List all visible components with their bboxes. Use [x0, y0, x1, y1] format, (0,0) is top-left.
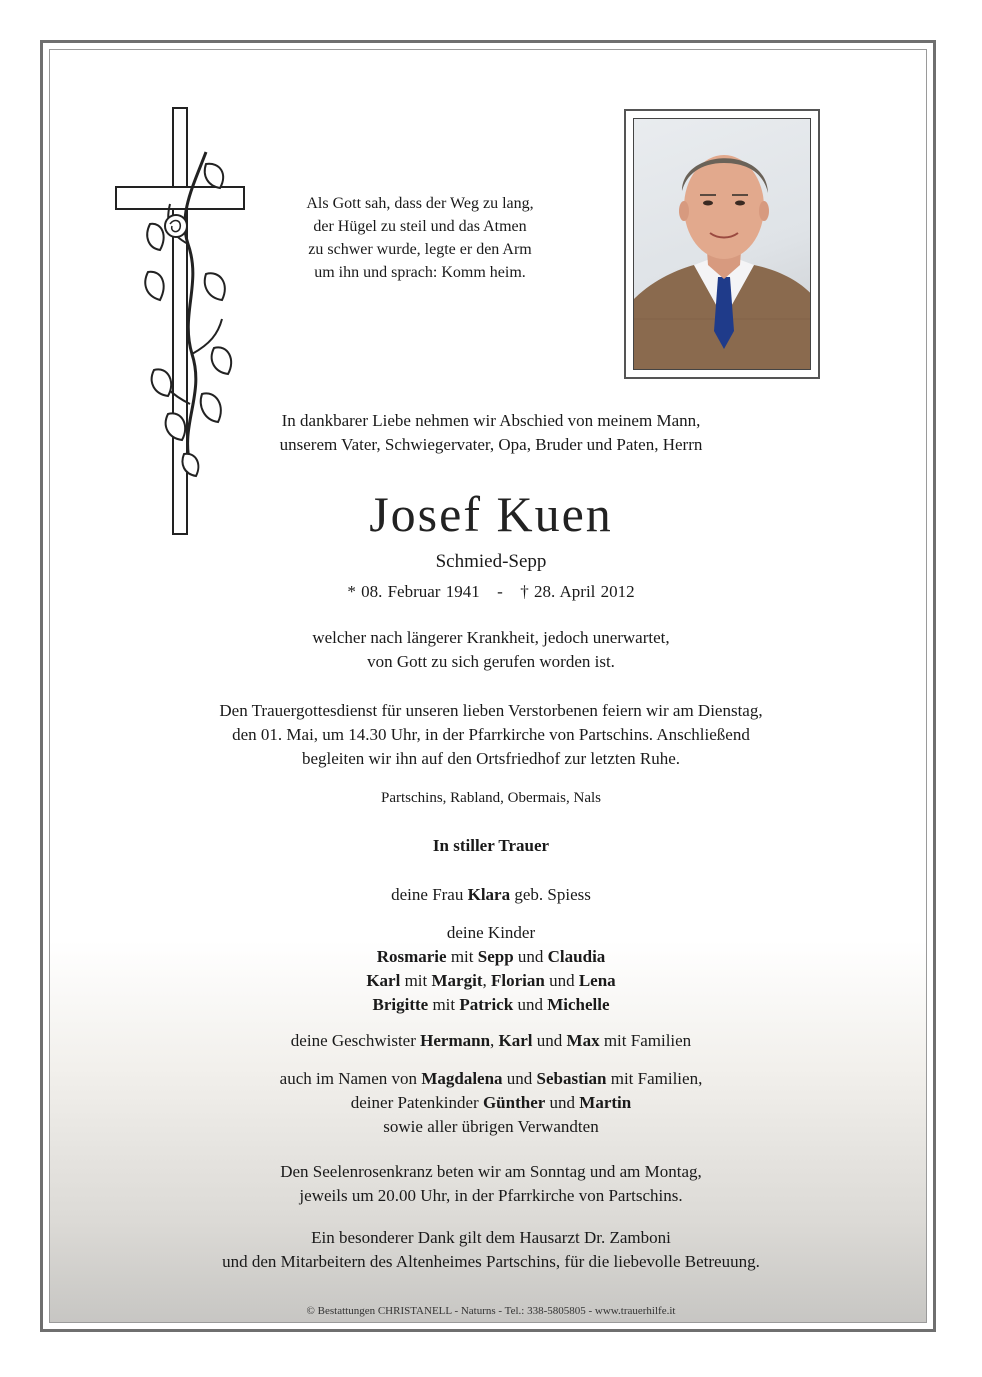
wife-suffix: geb. Spiess [514, 885, 591, 904]
connector-word: mit [450, 947, 474, 966]
also-prefix: auch im Namen von [279, 1069, 418, 1088]
connector-word: mit [404, 971, 428, 990]
connector-word: und [549, 1093, 576, 1112]
verse-line: Als Gott sah, dass der Weg zu lang, [306, 195, 534, 212]
rosary-line: jeweils um 20.00 Uhr, in der Pfarrkirche von Partschins. [299, 1186, 683, 1205]
service-info [60, 699, 922, 771]
partner-name: Margit [431, 971, 483, 990]
thanks-line: Ein besonderer Dank gilt dem Hausarzt Dr. Zamboni [311, 1228, 671, 1247]
connector-word: und [517, 947, 544, 966]
service-line: Den Trauergottesdienst für unseren lieben Verstorbenen feiern wir am Dienstag, [219, 701, 763, 720]
wife-name: Klara [467, 885, 511, 904]
verse [300, 192, 540, 284]
comma: , [482, 971, 487, 990]
sibling-name: Hermann [420, 1031, 491, 1050]
death-note-line: von Gott zu sich gerufen worden ist. [367, 652, 615, 671]
children-block [60, 921, 922, 1017]
sibling-name: Karl [498, 1031, 533, 1050]
siblings-line [60, 1029, 922, 1053]
grandchild-name: Lena [578, 971, 616, 990]
places: Partschins, Rabland, Obermais, Nals [381, 790, 601, 806]
death-note-line: welcher nach längerer Krankheit, jedoch unerwartet, [312, 628, 670, 647]
portrait-illustration [634, 119, 811, 370]
godchild-name: Günther [482, 1093, 546, 1112]
relative-name: Magdalena [421, 1069, 503, 1088]
also-suffix: mit Familien, [610, 1069, 703, 1088]
also-block [60, 1067, 922, 1139]
children-row [60, 945, 922, 969]
child-name: Karl [366, 971, 401, 990]
connector-word: und [517, 995, 543, 1014]
wife-line [60, 883, 922, 907]
also-line [60, 1091, 922, 1115]
also-line: sowie aller übrigen Verwandten [383, 1117, 599, 1136]
portrait-frame [624, 109, 820, 379]
death-note [60, 626, 922, 674]
children-row [60, 993, 922, 1017]
godchild-name: Martin [579, 1093, 632, 1112]
birth-date: * 08. Februar 1941 [347, 582, 480, 601]
rosary-line: Den Seelenrosenkranz beten wir am Sonntag und am Montag, [280, 1162, 702, 1181]
verse-line: zu schwer wurde, legte er den Arm [308, 241, 532, 258]
connector-word: mit [432, 995, 456, 1014]
grandchild-name: Florian [490, 971, 545, 990]
deceased-nickname: Schmied-Sepp [435, 551, 547, 572]
intro [60, 409, 922, 457]
life-dates [60, 582, 922, 602]
cross-with-rose-icon [110, 104, 250, 540]
also-line [60, 1067, 922, 1091]
deceased-name: Josef Kuen [369, 486, 613, 542]
connector-word: und [536, 1031, 563, 1050]
siblings-prefix: deine Geschwister [290, 1031, 416, 1050]
comma: , [490, 1031, 495, 1050]
service-line: den 01. Mai, um 14.30 Uhr, in der Pfarrkirche von Partschins. Anschließend [232, 725, 750, 744]
children-heading: deine Kinder [446, 923, 536, 942]
intro-line: In dankbarer Liebe nehmen wir Abschied von meinem Mann, [281, 411, 701, 430]
connector-word: und [549, 971, 575, 990]
partner-name: Patrick [459, 995, 514, 1014]
sibling-name: Max [566, 1031, 600, 1050]
rosary-info [60, 1160, 922, 1208]
dates-separator: - [497, 582, 503, 601]
connector-word: und [506, 1069, 533, 1088]
death-date: † 28. April 2012 [520, 582, 635, 601]
grandchild-name: Michelle [547, 995, 610, 1014]
service-line: begleiten wir ihn auf den Ortsfriedhof zur letzten Ruhe. [301, 749, 681, 768]
partner-name: Sepp [477, 947, 514, 966]
thanks-line: und den Mitarbeitern des Altenheimes Partschins, für die liebevolle Betreuung. [222, 1252, 760, 1271]
relative-name: Sebastian [536, 1069, 607, 1088]
footer-credit: © Bestattungen CHRISTANELL - Naturns - Tel.: 338-5805805 - www.trauerhilfe.it [306, 1305, 676, 1317]
child-name: Rosmarie [376, 947, 447, 966]
grandchild-name: Claudia [547, 947, 606, 966]
intro-line: unserem Vater, Schwiegervater, Opa, Bruder und Paten, Herrn [279, 435, 703, 454]
godchildren-prefix: deiner Patenkinder [350, 1093, 479, 1112]
children-row [60, 969, 922, 993]
mourning-heading: In stiller Trauer [432, 836, 550, 855]
wife-prefix: deine Frau [391, 885, 464, 904]
child-name: Brigitte [372, 995, 429, 1014]
verse-line: der Hügel zu steil und das Atmen [313, 218, 527, 235]
portrait-photo [633, 118, 811, 370]
siblings-suffix: mit Familien [603, 1031, 692, 1050]
thanks [60, 1226, 922, 1274]
verse-line: um ihn und sprach: Komm heim. [314, 264, 526, 281]
